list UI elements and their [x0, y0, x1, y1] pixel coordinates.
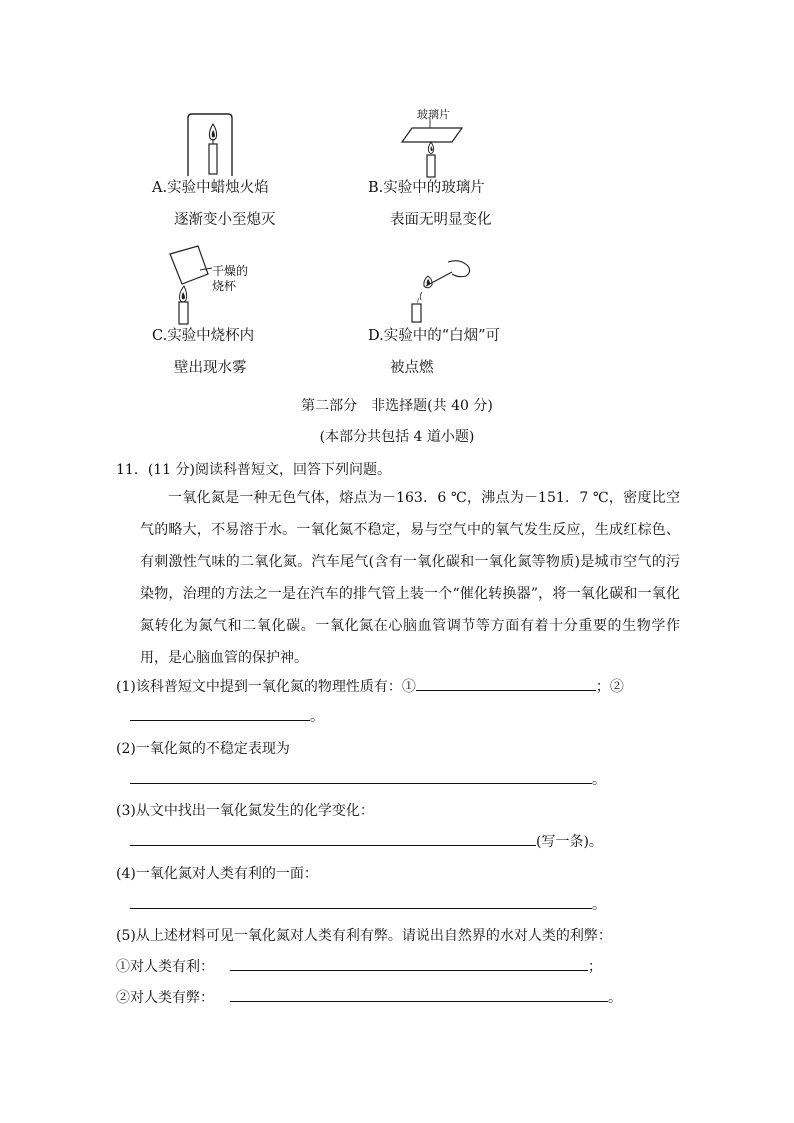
sub-question-1-line2 — [130, 706, 324, 726]
sub-question-4: (4)一氧化氮对人类有利的一面： — [116, 866, 318, 882]
option-d-line2: 被点燃 — [390, 360, 434, 376]
question-11-header: 11．(11 分)阅读科普短文，回答下列问题。 — [116, 462, 392, 478]
sub-question-4-end: 。 — [592, 897, 606, 913]
option-c-line2: 壁出现水雾 — [174, 360, 247, 376]
option-a — [152, 172, 276, 236]
option-a-letter: A. — [152, 180, 168, 196]
dry-beaker-candle-figure — [160, 244, 212, 326]
sub-question-3-end: (写一条)。 — [536, 834, 603, 850]
option-a-line1: 实验中蜡烛火焰 — [167, 180, 269, 196]
sub-question-2: (2)一氧化氮的不稳定表现为 — [116, 741, 290, 757]
option-a-line2: 逐渐变小至熄灭 — [174, 212, 276, 228]
dry-beaker-label-line1: 干燥的 — [212, 264, 249, 278]
sub-question-2-line — [130, 769, 606, 789]
dry-beaker-label-line2: 烧杯 — [212, 279, 237, 293]
dry-beaker-label — [212, 264, 248, 294]
sub-question-4-line — [130, 894, 606, 914]
sub-question-2-end: 。 — [592, 772, 606, 788]
sub-question-5b — [116, 987, 622, 1007]
section-subtitle: (本部分共包括 4 道小题) — [319, 429, 475, 445]
option-c-letter: C. — [152, 328, 168, 344]
candle-under-jar-figure — [180, 112, 240, 178]
option-d-letter: D. — [368, 328, 384, 344]
option-c-line1: 实验中烧杯内 — [167, 328, 255, 344]
sub-question-5a — [116, 956, 602, 976]
sub-question-5a-label: ①对人类有利： — [116, 959, 214, 975]
section-title: 第二部分 非选择题(共 40 分) — [301, 398, 493, 414]
option-b-line2: 表面无明显变化 — [390, 212, 492, 228]
glass-plate-label: 玻璃片 — [417, 108, 450, 121]
answer-blank-5b[interactable] — [230, 987, 608, 1002]
sub-question-5b-label: ②对人类有弊： — [116, 990, 214, 1006]
option-d — [368, 320, 500, 384]
sub-question-1-end: 。 — [310, 709, 324, 725]
sub-question-1-mid: ；② — [595, 679, 624, 695]
option-b-letter: B. — [368, 180, 384, 196]
sub-question-3: (3)从文中找出一氧化氮发生的化学变化： — [116, 803, 374, 819]
question-11-passage: 一氧化氮是一种无色气体，熔点为－163．6 ℃，沸点为－151．7 ℃，密度比空气的略大，不易溶于水。一氧化氮不稳定，易与空气中的氧气发生反应，生成红棕色、有刺激性气味的二氧化氮。汽车尾气(含有一氧化碳和一氧化氮等物质)是城市空气的污染物，治理的方法之一是在汽车的排气管上装一个“催化转换器”，将一氧化碳和一氧化氮转化为氮气和二氧化碳。一氧化氮在心脑血管调节等方面有着十分重要的生物学作用，是心脑血管的保护神。 — [140, 490, 680, 666]
answer-blank-1b[interactable] — [130, 706, 310, 721]
answer-blank-1a[interactable] — [416, 676, 596, 691]
answer-blank-3[interactable] — [130, 831, 536, 846]
sub-question-1 — [116, 676, 624, 696]
sub-question-3-line — [130, 831, 603, 851]
option-c — [152, 320, 254, 384]
white-smoke-ignition-figure — [402, 258, 474, 324]
answer-blank-2[interactable] — [130, 769, 592, 784]
glass-plate-candle-figure — [400, 118, 466, 180]
sub-question-5a-end: ； — [588, 959, 602, 975]
option-b-line1: 实验中的玻璃片 — [383, 180, 485, 196]
sub-question-5: (5)从上述材料可见一氧化氮对人类有利有弊。请说出自然界的水对人类的利弊： — [116, 928, 612, 944]
answer-blank-5a[interactable] — [230, 956, 588, 971]
option-d-line1: 实验中的“白烟”可 — [383, 328, 501, 344]
sub-question-1-text: (1)该科普短文中提到一氧化氮的物理性质有：① — [116, 679, 416, 695]
sub-question-5b-end: 。 — [608, 990, 622, 1006]
option-b — [368, 172, 492, 236]
answer-blank-4[interactable] — [130, 894, 592, 909]
